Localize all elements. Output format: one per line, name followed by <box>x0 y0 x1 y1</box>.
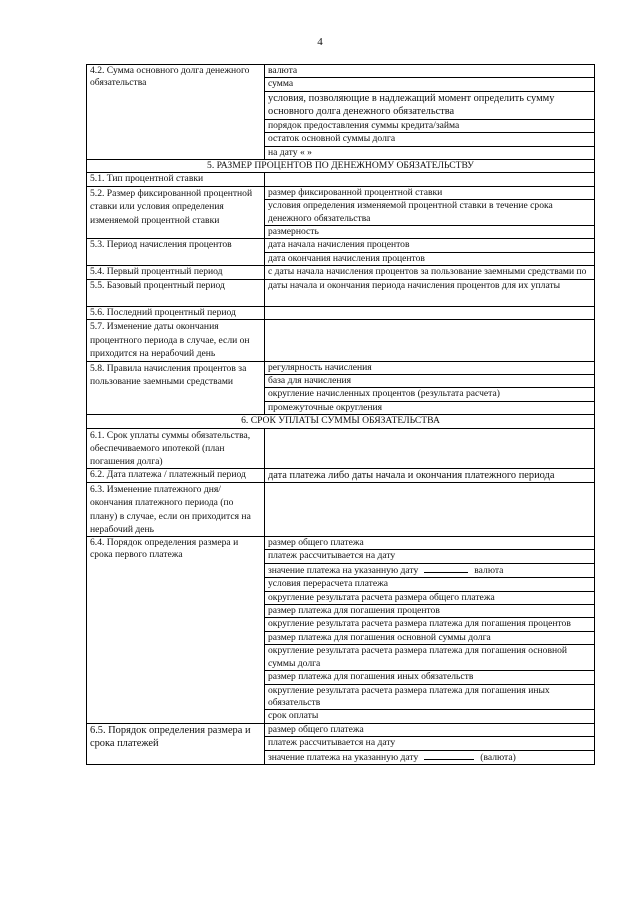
sub-field: база для начисления <box>265 375 594 388</box>
section-header <box>87 415 595 428</box>
table-row <box>87 279 595 306</box>
row-label: 6.3. Изменение платежного дня/окончания платежного периода (по плану) в случае, если он приходится на нерабочий день <box>87 483 265 537</box>
sub-field: сумма <box>265 78 594 91</box>
sub-field: округление начисленных процентов (результата расчета) <box>265 388 594 401</box>
row-label: 6.4. Порядок определения размера и срока первого платежа <box>87 537 265 724</box>
row-label: 5.5. Базовый процентный период <box>87 279 265 306</box>
page-number: 4 <box>317 36 323 48</box>
sub-field: регулярность начисления <box>265 362 594 375</box>
sub-field: размер общего платежа <box>265 724 594 737</box>
row-label: 5.4. Первый процентный период <box>87 266 265 279</box>
sub-field: округление результата расчета размера платежа для погашения иных обязательств <box>265 685 594 711</box>
row-label: 5.1. Тип процентной ставки <box>87 173 265 186</box>
sub-field: размер общего платежа <box>265 537 594 550</box>
row-values <box>265 723 595 764</box>
sub-field: размерность <box>268 226 319 238</box>
sub-field: промежуточные округления <box>268 401 383 413</box>
row-label: 5.2. Размер фиксированной процентной ставки или условия определения изменяемой процентной ставки <box>87 186 265 239</box>
value-on-date-field: значение платежа на указанную дату валюта <box>265 564 594 578</box>
row-label: 5.8. Правила начисления процентов за пользование заемными средствами <box>87 361 265 415</box>
table-row <box>87 239 595 266</box>
row-values <box>265 361 595 415</box>
section-title: 6. СРОК УПЛАТЫ СУММЫ ОБЯЗАТЕЛЬСТВА <box>87 415 595 428</box>
row-values <box>265 537 595 724</box>
sub-field: дата начала начисления процентов <box>265 239 594 252</box>
sub-field: условия перерасчета платежа <box>265 578 594 591</box>
sub-field: платеж рассчитывается на дату <box>265 737 594 750</box>
table-row <box>87 428 595 469</box>
table-row <box>87 361 595 415</box>
sub-field: порядок предоставления суммы кредита/займа <box>265 120 594 133</box>
sub-field: условия определения изменяемой процентной ставки в течение срока денежного обязательства <box>265 200 594 226</box>
sub-field: условия, позволяющие в надлежащий момент определить сумму основного долга денежного обязательства <box>265 92 594 120</box>
sub-field: размер платежа для погашения основной суммы долга <box>265 632 594 645</box>
blank-line <box>424 564 468 573</box>
row-value: с даты начала начисления процентов за пользование заемными средствами по <box>265 266 595 279</box>
date-field: на дату « » <box>268 146 312 158</box>
value-on-date-field: значение платежа на указанную дату (валюта) <box>268 751 516 763</box>
row-label: 4.2. Сумма основного долга денежного обязательства <box>87 65 265 160</box>
sub-field: округление результата расчета размера платежа для погашения процентов <box>265 618 594 631</box>
sub-field: размер платежа для погашения иных обязательств <box>265 671 594 684</box>
blank-line <box>424 751 474 760</box>
row-values <box>265 65 595 160</box>
sub-field: размер фиксированной процентной ставки <box>265 187 594 200</box>
sub-field: срок оплаты <box>268 710 319 722</box>
section-title: 5. РАЗМЕР ПРОЦЕНТОВ ПО ДЕНЕЖНОМУ ОБЯЗАТЕЛЬСТВУ <box>87 160 595 173</box>
row-value-empty <box>265 320 595 362</box>
row-values <box>265 239 595 266</box>
table-row <box>87 173 595 186</box>
row-label: 5.6. Последний процентный период <box>87 306 265 319</box>
table-row <box>87 306 595 319</box>
table-row <box>87 320 595 362</box>
table-row <box>87 65 595 160</box>
row-value: дата платежа либо даты начала и окончания платежного периода <box>265 469 595 483</box>
table-row <box>87 483 595 537</box>
table-row <box>87 537 595 724</box>
row-value-empty <box>265 483 595 537</box>
row-label: 5.3. Период начисления процентов <box>87 239 265 266</box>
row-label: 5.7. Изменение даты окончания процентного периода в случае, если он приходится на нерабочий день <box>87 320 265 362</box>
sub-field: дата окончания начисления процентов <box>268 252 425 264</box>
row-label: 6.5. Порядок определения размера и срока платежей <box>87 723 265 764</box>
section-header <box>87 160 595 173</box>
row-label: 6.2. Дата платежа / платежный период <box>87 469 265 483</box>
table-row <box>87 469 595 483</box>
mortgage-form-table <box>86 64 595 765</box>
sub-field: остаток основной суммы долга <box>265 133 594 146</box>
table-row <box>87 723 595 764</box>
row-values <box>265 186 595 239</box>
sub-field: округление результата расчета размера общего платежа <box>265 592 594 605</box>
sub-field: размер платежа для погашения процентов <box>265 605 594 618</box>
sub-field: платеж рассчитывается на дату <box>265 550 594 563</box>
row-value-empty <box>265 173 595 186</box>
sub-field: валюта <box>265 65 594 78</box>
row-value: даты начала и окончания периода начисления процентов для их уплаты <box>265 279 595 306</box>
table-row <box>87 186 595 239</box>
sub-field: округление результата расчета размера платежа для погашения основной суммы долга <box>265 645 594 671</box>
row-value-empty <box>265 306 595 319</box>
row-label: 6.1. Срок уплаты суммы обязательства, обеспечиваемого ипотекой (план погашения долга) <box>87 428 265 469</box>
row-value-empty <box>265 428 595 469</box>
table-row <box>87 266 595 279</box>
